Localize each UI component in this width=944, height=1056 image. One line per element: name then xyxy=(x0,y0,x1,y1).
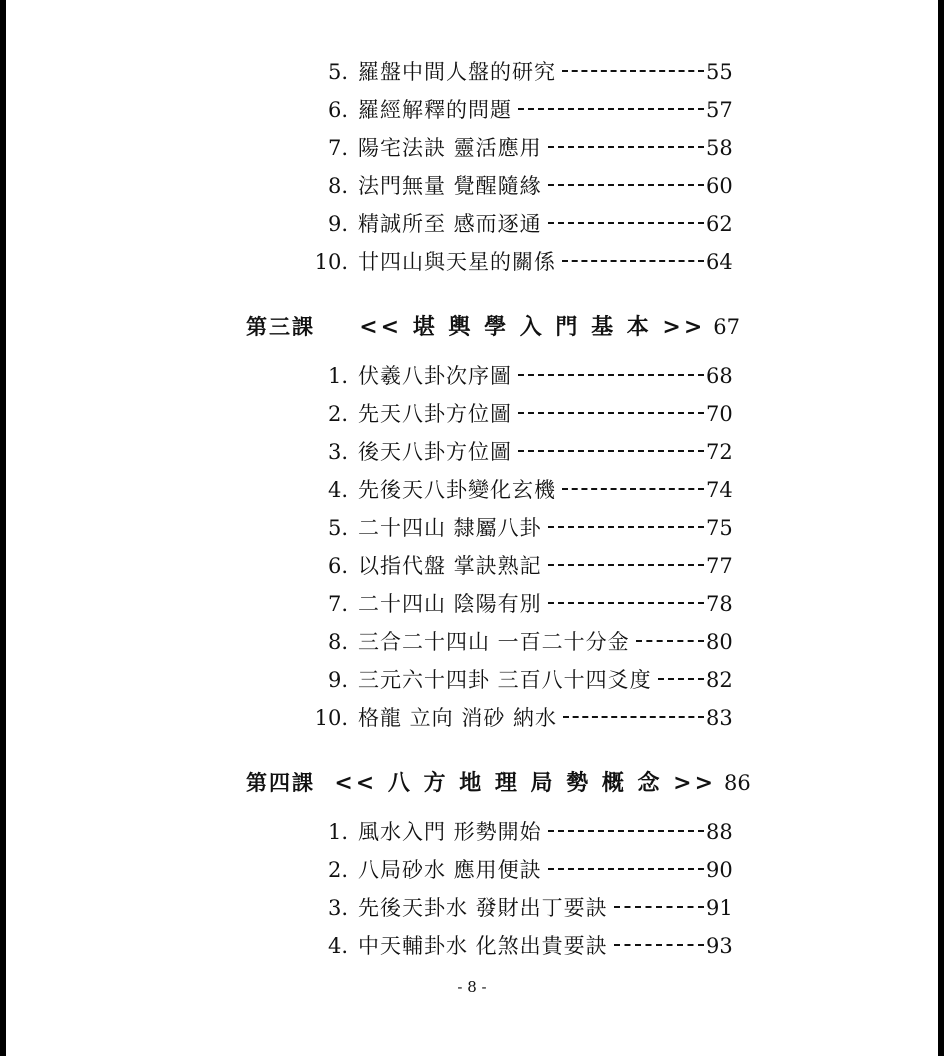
toc-page-number: 64 xyxy=(706,250,733,274)
toc-leader-dashes xyxy=(548,818,704,839)
toc-entry-number: 6. xyxy=(327,98,348,122)
toc-leader-dashes xyxy=(548,210,704,231)
toc-row-inner xyxy=(228,132,758,162)
toc-entry-number: 10. xyxy=(314,706,348,730)
toc-leader-dashes xyxy=(548,172,704,193)
toc-entry-row[interactable] xyxy=(6,398,938,436)
toc-entry-row[interactable] xyxy=(6,436,938,474)
toc-entry-row[interactable] xyxy=(6,588,938,626)
toc-row-inner xyxy=(228,436,758,466)
toc-page-number: 70 xyxy=(706,402,733,426)
toc-leader-dashes xyxy=(614,894,704,915)
toc-entry-title: 八局砂水 應用便訣 xyxy=(358,858,542,882)
toc-entry-title: 格龍 立向 消砂 納水 xyxy=(358,706,558,730)
toc-row-inner xyxy=(228,310,758,341)
toc-leader-dashes xyxy=(562,476,704,497)
toc-row-inner xyxy=(228,664,758,694)
toc-row-inner xyxy=(228,56,758,86)
toc-entry-number: 7. xyxy=(327,592,348,616)
toc-leader-dashes xyxy=(548,590,704,611)
toc-chapter-label: 第四課 xyxy=(246,770,315,795)
toc-entry-row[interactable] xyxy=(6,702,938,740)
toc-entry-number: 10. xyxy=(314,250,348,274)
toc-entry-row[interactable] xyxy=(6,170,938,208)
toc-entry-row[interactable] xyxy=(6,626,938,664)
toc-row-inner xyxy=(228,512,758,542)
toc-entry-row[interactable] xyxy=(6,892,938,930)
toc-entry-row[interactable] xyxy=(6,550,938,588)
toc-entry-row[interactable] xyxy=(6,94,938,132)
toc-leader-dashes xyxy=(562,58,704,79)
toc-page-number: 60 xyxy=(706,174,733,198)
toc-entry-title: 精誠所至 感而逐通 xyxy=(358,212,542,236)
toc-row-inner xyxy=(228,766,758,797)
toc-entry-row[interactable] xyxy=(6,246,938,284)
toc-entry-title: 後天八卦方位圖 xyxy=(358,440,512,464)
toc-entry-number: 8. xyxy=(327,174,348,198)
toc-page-number: 57 xyxy=(706,98,733,122)
toc-entry-row[interactable] xyxy=(6,664,938,702)
toc-entry-title: 先天八卦方位圖 xyxy=(358,402,512,426)
toc-entry-title: 先後天八卦變化玄機 xyxy=(358,478,556,502)
toc-page-number: 67 xyxy=(713,315,740,339)
toc-entry-number: 4. xyxy=(327,934,348,958)
toc-row-inner xyxy=(228,892,758,922)
toc-entry-row[interactable] xyxy=(6,360,938,398)
toc-row-inner xyxy=(228,360,758,390)
toc-entry-row[interactable] xyxy=(6,56,938,94)
toc-row-inner xyxy=(228,246,758,276)
toc-entry-number: 7. xyxy=(327,136,348,160)
toc-page-number: 90 xyxy=(706,858,733,882)
toc-chapter-title: << 八 方 地 理 局 勢 概 念 >> xyxy=(334,770,717,796)
toc-chapter-title: << 堪 輿 學 入 門 基 本 >> xyxy=(359,314,706,340)
toc-entry-number: 4. xyxy=(327,478,348,502)
toc-entry-number: 1. xyxy=(327,820,348,844)
toc-row-inner xyxy=(228,208,758,238)
toc-entry-title: 三元六十四卦 三百八十四爻度 xyxy=(358,668,652,692)
toc-entry-title: 廿四山與天星的關係 xyxy=(358,250,556,274)
toc-page-number: 58 xyxy=(706,136,733,160)
toc-entry-title: 伏羲八卦次序圖 xyxy=(358,364,512,388)
toc-row-inner xyxy=(228,94,758,124)
table-of-contents xyxy=(6,56,938,968)
toc-leader-dashes xyxy=(518,96,704,117)
toc-leader-dashes xyxy=(548,514,704,535)
toc-leader-dashes xyxy=(562,248,704,269)
toc-entry-number: 1. xyxy=(327,364,348,388)
toc-page-number: 80 xyxy=(706,630,733,654)
toc-entry-row[interactable] xyxy=(6,208,938,246)
toc-leader-dashes xyxy=(518,362,704,383)
toc-row-inner xyxy=(228,626,758,656)
toc-entry-number: 2. xyxy=(327,402,348,426)
toc-page-number: 88 xyxy=(706,820,733,844)
toc-page-number: 74 xyxy=(706,478,733,502)
toc-leader-dashes xyxy=(548,552,704,573)
toc-chapter-label: 第三課 xyxy=(246,314,315,339)
toc-row-inner xyxy=(228,474,758,504)
toc-entry-number: 5. xyxy=(327,60,348,84)
toc-page-number: 78 xyxy=(706,592,733,616)
toc-row-inner xyxy=(228,854,758,884)
page-number-footer: - 8 - xyxy=(457,978,487,996)
toc-entry-title: 法門無量 覺醒隨緣 xyxy=(358,174,542,198)
toc-entry-title: 中天輔卦水 化煞出貴要訣 xyxy=(358,934,608,958)
toc-entry-title: 陽宅法訣 靈活應用 xyxy=(358,136,542,160)
toc-leader-dashes xyxy=(636,628,704,649)
toc-entry-number: 8. xyxy=(327,630,348,654)
toc-entry-row[interactable] xyxy=(6,512,938,550)
toc-entry-row[interactable] xyxy=(6,854,938,892)
toc-entry-number: 6. xyxy=(327,554,348,578)
toc-entry-number: 5. xyxy=(327,516,348,540)
toc-entry-title: 二十四山 陰陽有別 xyxy=(358,592,542,616)
toc-leader-dashes xyxy=(563,704,704,725)
toc-entry-title: 三合二十四山 一百二十分金 xyxy=(358,630,630,654)
toc-row-inner xyxy=(228,550,758,580)
toc-entry-number: 9. xyxy=(327,668,348,692)
toc-entry-number: 3. xyxy=(327,896,348,920)
toc-entry-title: 以指代盤 掌訣熟記 xyxy=(358,554,542,578)
toc-entry-title: 羅盤中間人盤的研究 xyxy=(358,60,556,84)
toc-entry-title: 羅經解釋的問題 xyxy=(358,98,512,122)
toc-chapter-row[interactable] xyxy=(6,310,938,360)
toc-entry-title: 二十四山 隸屬八卦 xyxy=(358,516,542,540)
toc-page-number: 75 xyxy=(706,516,733,540)
document-page xyxy=(6,0,938,1056)
toc-page-number: 91 xyxy=(706,896,733,920)
toc-leader-dashes xyxy=(548,856,704,877)
toc-leader-dashes xyxy=(518,438,704,459)
toc-leader-dashes xyxy=(614,932,704,953)
toc-entry-row[interactable] xyxy=(6,816,938,854)
toc-page-number: 68 xyxy=(706,364,733,388)
toc-entry-title: 先後天卦水 發財出丁要訣 xyxy=(358,896,608,920)
toc-leader-dashes xyxy=(548,134,704,155)
toc-page-number: 82 xyxy=(706,668,733,692)
toc-chapter-row[interactable] xyxy=(6,766,938,816)
toc-row-inner xyxy=(228,930,758,960)
toc-leader-dashes xyxy=(518,400,704,421)
toc-row-inner xyxy=(228,398,758,428)
toc-page-number: 77 xyxy=(706,554,733,578)
toc-page-number: 93 xyxy=(706,934,733,958)
toc-row-inner xyxy=(228,170,758,200)
toc-entry-number: 2. xyxy=(327,858,348,882)
toc-entry-title: 風水入門 形勢開始 xyxy=(358,820,542,844)
toc-entry-row[interactable] xyxy=(6,930,938,968)
toc-entry-row[interactable] xyxy=(6,132,938,170)
toc-entry-row[interactable] xyxy=(6,474,938,512)
toc-page-number: 86 xyxy=(724,771,751,795)
toc-page-number: 55 xyxy=(706,60,733,84)
toc-row-inner xyxy=(228,702,758,732)
toc-entry-number: 3. xyxy=(327,440,348,464)
toc-page-number: 72 xyxy=(706,440,733,464)
toc-entry-number: 9. xyxy=(327,212,348,236)
toc-row-inner xyxy=(228,588,758,618)
toc-row-inner xyxy=(228,816,758,846)
toc-page-number: 83 xyxy=(706,706,733,730)
toc-leader-dashes xyxy=(658,666,704,687)
toc-page-number: 62 xyxy=(706,212,733,236)
